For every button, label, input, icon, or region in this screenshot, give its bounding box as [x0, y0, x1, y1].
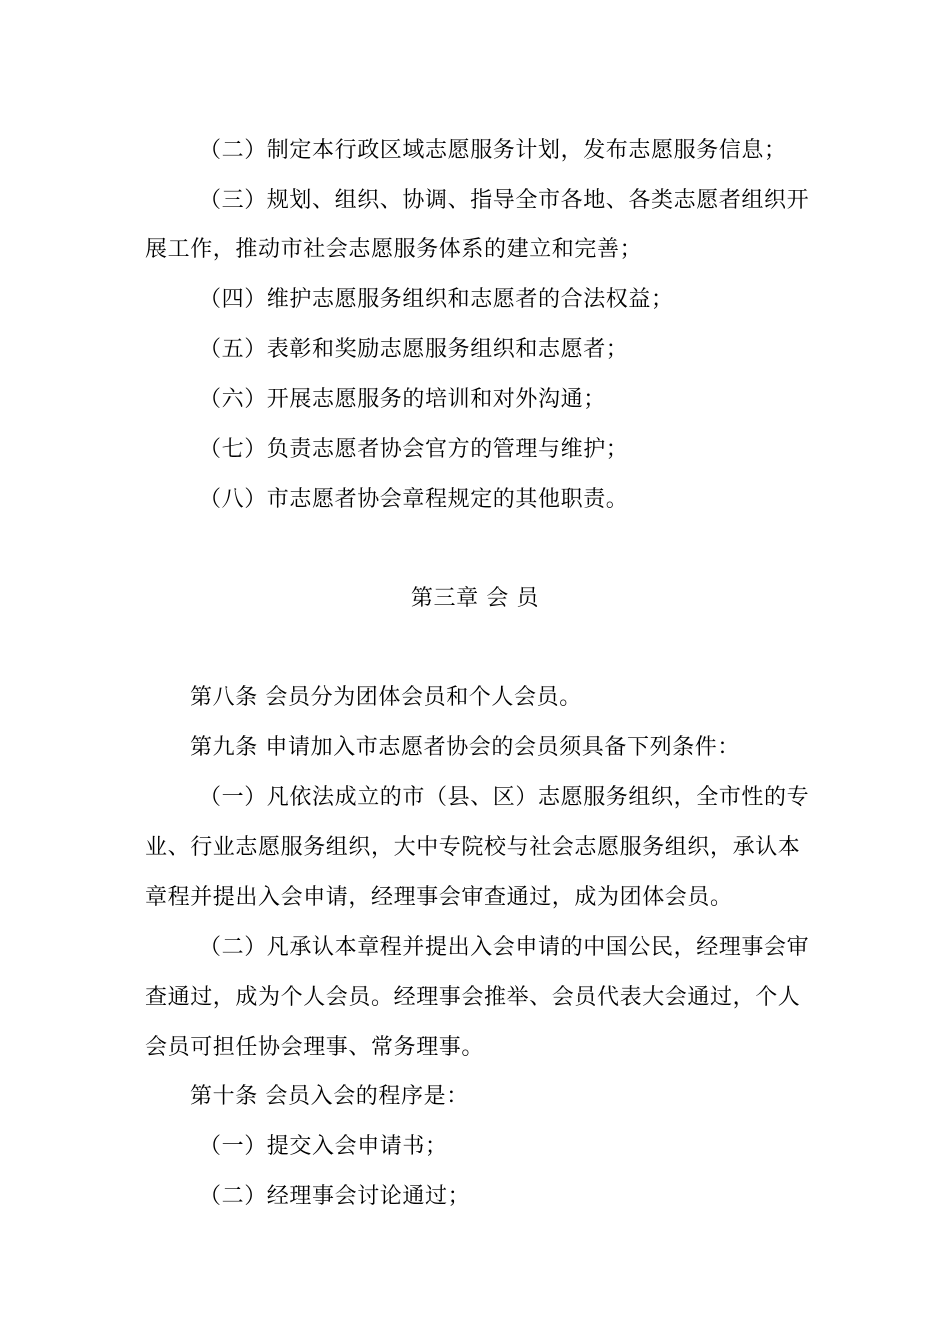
list-item-duty-2: （二）制定本行政区域志愿服务计划，发布志愿服务信息；: [199, 138, 787, 163]
condition-1: （一）凡依法成立的市（县、区）志愿服务组织，全市性的专: [199, 785, 810, 810]
condition-1-continued: 业、行业志愿服务组织，大中专院校与社会志愿服务组织，承认本: [145, 835, 801, 860]
list-item-duty-6: （六）开展志愿服务的培训和对外沟通；: [199, 387, 606, 412]
procedure-step-1: （一）提交入会申请书；: [199, 1134, 448, 1159]
list-item-duty-8: （八）市志愿者协会章程规定的其他职责。: [199, 487, 629, 512]
chapter-heading: 第三章 会 员: [410, 586, 540, 611]
article-9: 第九条 申请加入市志愿者协会的会员须具备下列条件：: [190, 735, 740, 760]
article-10: 第十条 会员入会的程序是：: [190, 1084, 469, 1109]
condition-2-continued-2: 会员可担任协会理事、常务理事。: [145, 1035, 485, 1060]
list-item-duty-3-continued: 展工作，推动市社会志愿服务体系的建立和完善；: [145, 237, 643, 262]
condition-2-continued: 查通过，成为个人会员。经理事会推举、会员代表大会通过，个人: [145, 985, 801, 1010]
article-8: 第八条 会员分为团体会员和个人会员。: [190, 685, 582, 710]
condition-2: （二）凡承认本章程并提出入会申请的中国公民，经理事会审: [199, 935, 810, 960]
list-item-duty-3: （三）规划、组织、协调、指导全市各地、各类志愿者组织开: [199, 188, 810, 213]
condition-1-continued-2: 章程并提出入会申请，经理事会审查通过，成为团体会员。: [145, 885, 733, 910]
list-item-duty-7: （七）负责志愿者协会官方的管理与维护；: [199, 437, 629, 462]
list-item-duty-4: （四）维护志愿服务组织和志愿者的合法权益；: [199, 287, 674, 312]
procedure-step-2: （二）经理事会讨论通过；: [199, 1184, 471, 1209]
list-item-duty-5: （五）表彰和奖励志愿服务组织和志愿者；: [199, 337, 629, 362]
